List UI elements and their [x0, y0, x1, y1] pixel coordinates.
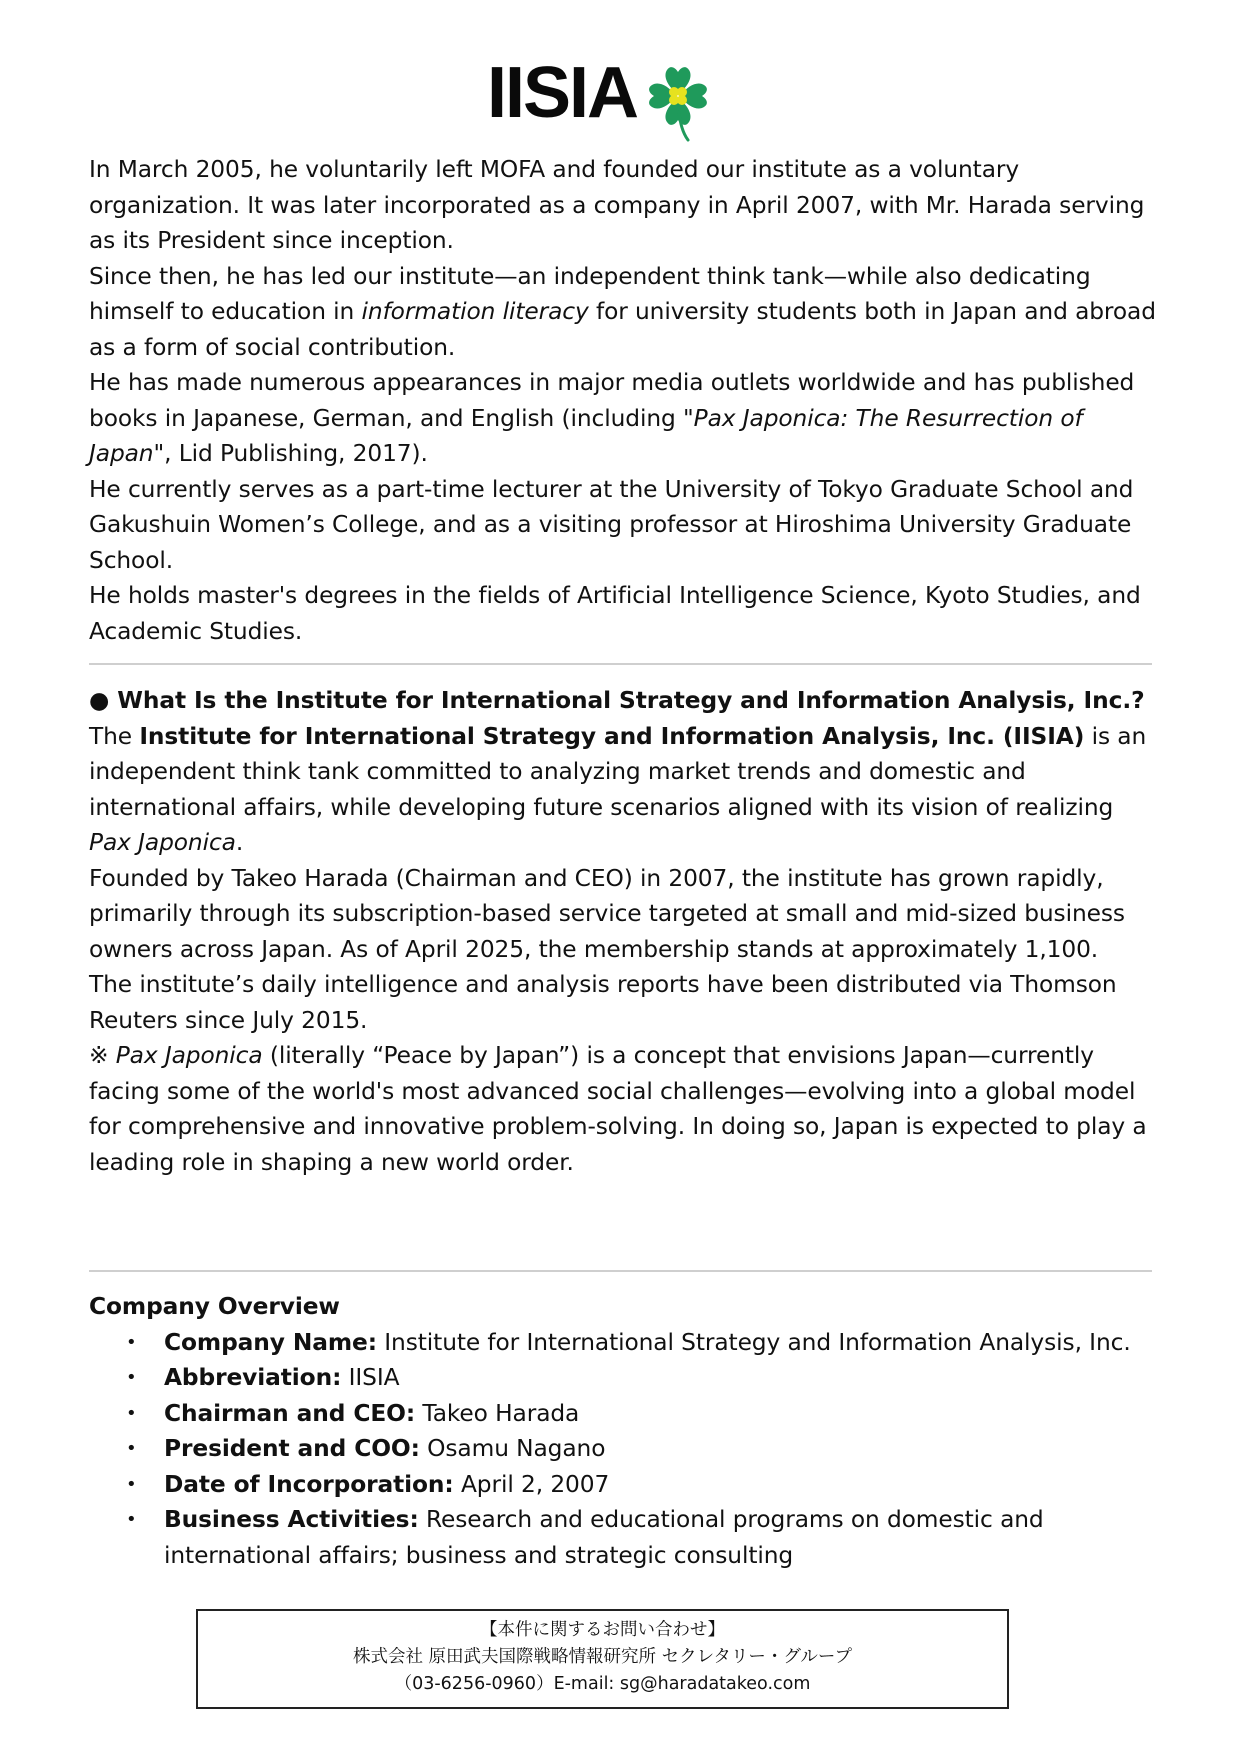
contact-organization: 株式会社 原田武夫国際戦略情報研究所 セクレタリー・グループ — [352, 1647, 853, 1667]
item-label: Company Name: — [164, 1328, 377, 1356]
bio-paragraph: He holds master's degrees in the fields of Artificial Intelligence Science, Kyoto Studies, and Academic Studies. — [89, 582, 1141, 645]
text: . — [235, 829, 244, 856]
bold-text: Institute for International Strategy and Information Analysis, Inc. (IISIA) — [139, 722, 1085, 750]
note-mark: ※ — [89, 1042, 116, 1069]
list-item — [89, 1360, 1154, 1396]
bio-section — [89, 152, 1159, 649]
item-label: Date of Incorporation: — [164, 1470, 454, 1498]
list-item — [89, 1467, 1154, 1503]
about-paragraph: Founded by Takeo Harada (Chairman and CEO) in 2007, the institute has grown rapidly, primarily through its subscription-based service targeted at small and mid-sized business owners across Japan. As of April 2025, the membership stands at approximately 1,100. — [89, 864, 1125, 963]
list-item — [89, 1325, 1154, 1361]
text: (literally “Peace by Japan”) is a concept that envisions Japan—currently facing some of the world's most advanced social challenges—evolving into a global model for comprehensive and innovative problem-solving. In doing so, Japan is expected to play a leading role in shaping a new world order. — [89, 1042, 1147, 1176]
item-label: President and COO: — [164, 1435, 420, 1462]
text: Since then, he has led our institute—an independent think tank—while also dedicating himself to education in — [89, 262, 1091, 325]
item-label: Chairman and CEO: — [164, 1399, 416, 1427]
bio-paragraph: In March 2005, he voluntarily left MOFA and founded our institute as a voluntary organization. It was later incorporated as a company in April 2007, with Mr. Harada serving as its President since inception. — [89, 156, 1145, 254]
bullet-icon: • — [126, 1473, 137, 1495]
logo-text: IISIA — [487, 53, 638, 133]
item-value: Takeo Harada — [415, 1399, 580, 1427]
italic-text: Pax Japonica — [115, 1042, 263, 1069]
section-divider — [89, 663, 1152, 665]
book-title: "Pax Japonica: The Resurrection of Japan — [89, 404, 1083, 467]
bullet-icon: • — [126, 1402, 137, 1424]
bullet-icon: • — [126, 1438, 137, 1459]
list-item — [89, 1396, 1154, 1432]
section-divider — [89, 1270, 1152, 1272]
text: He has made numerous appearances in major media outlets worldwide and has published books in Japanese, German, and English (including — [89, 369, 1135, 432]
note-paragraph — [89, 1038, 1159, 1180]
item-value: Institute for International Strategy and Information Analysis, Inc. — [376, 1328, 1131, 1356]
list-item — [89, 1431, 1154, 1467]
italic-text: information literacy — [361, 298, 589, 325]
section-heading: ● What Is the Institute for International Strategy and Information Analysis, Inc.? — [89, 687, 1145, 714]
item-value: April 2, 2007 — [453, 1470, 610, 1498]
about-paragraph: The institute’s daily intelligence and analysis reports have been distributed via Thomson Reuters since July 2015. — [89, 971, 1117, 1034]
text: ", Lid Publishing, 2017). — [153, 440, 428, 467]
bullet-icon: • — [126, 1509, 137, 1530]
iisia-logo — [487, 53, 711, 146]
contact-phone-email[interactable]: （03-6256-0960）E-mail: sg@haradatakeo.com — [394, 1674, 811, 1694]
item-label: Abbreviation: — [164, 1364, 342, 1391]
contact-box — [196, 1609, 1009, 1709]
text: for university students both in Japan and abroad as a form of social contribution. — [89, 298, 1156, 361]
about-section — [89, 683, 1159, 1180]
overview-list — [89, 1325, 1159, 1574]
about-paragraph — [89, 719, 1159, 861]
italic-text: Pax Japonica — [89, 829, 236, 856]
company-overview-section — [89, 1289, 1159, 1573]
text: The — [89, 722, 140, 750]
bullet-icon: • — [126, 1331, 137, 1353]
bio-paragraph — [89, 365, 1159, 472]
item-value: IISIA — [341, 1364, 400, 1391]
item-label: Business Activities: — [164, 1506, 419, 1533]
bullet-icon: • — [126, 1367, 137, 1388]
bio-paragraph: He currently serves as a part-time lecturer at the University of Tokyo Graduate School and Gakushuin Women’s College, and as a visiting professor at Hiroshima University Graduate School. — [89, 475, 1134, 574]
four-leaf-clover-icon — [645, 60, 711, 142]
item-value: Osamu Nagano — [419, 1435, 606, 1462]
text: is an independent think tank committed to analyzing market trends and domestic and international affairs, while developing future scenarios aligned with its vision of realizing — [89, 722, 1147, 821]
overview-title: Company Overview — [89, 1293, 340, 1320]
list-item — [89, 1502, 1154, 1573]
item-value: Research and educational programs on domestic and international affairs; business and strategic consulting — [164, 1506, 1044, 1569]
bio-paragraph — [89, 259, 1159, 366]
contact-heading: 【本件に関するお問い合わせ】 — [480, 1620, 725, 1640]
